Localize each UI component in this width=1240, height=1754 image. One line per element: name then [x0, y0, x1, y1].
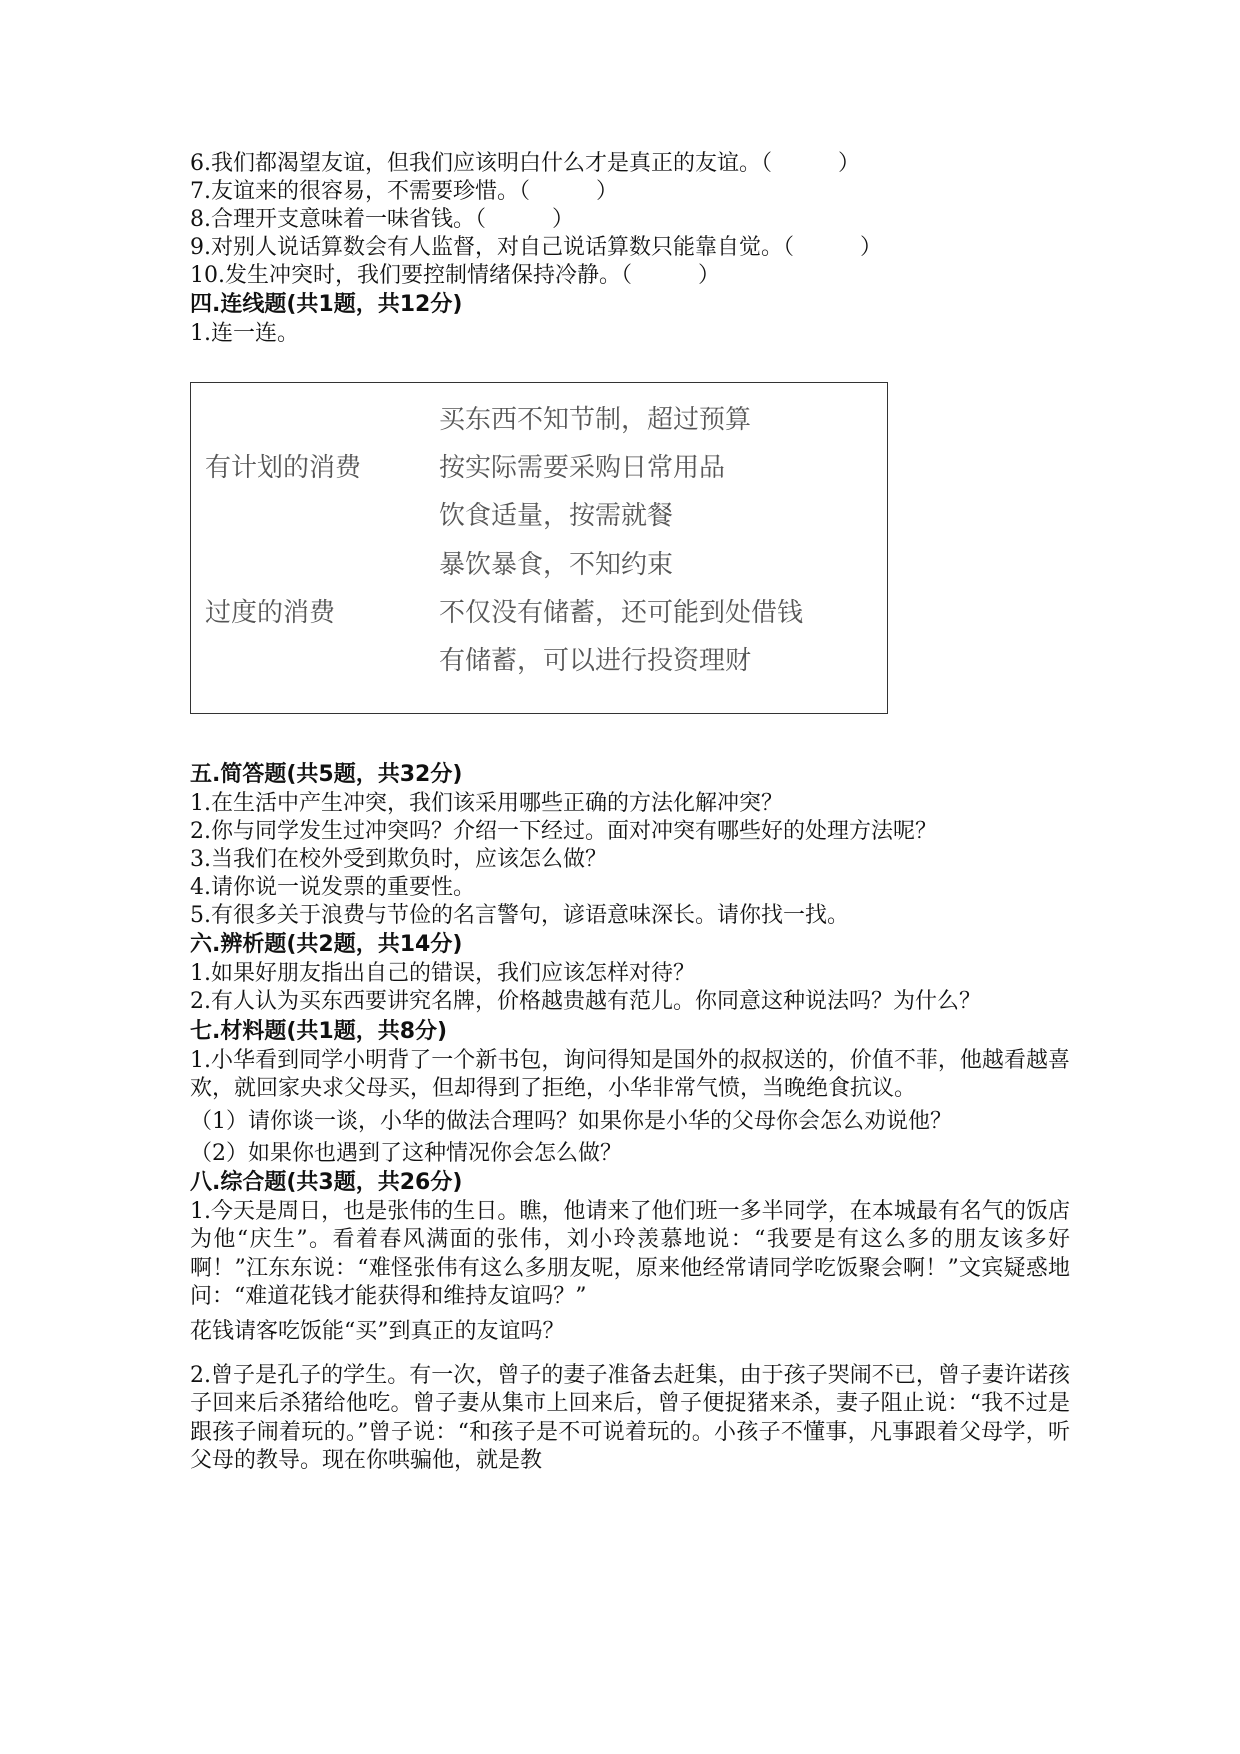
- judgement-list: [190, 150, 1070, 290]
- section-5-question-4: 4.请你说一说发票的重要性。: [190, 875, 475, 900]
- section-5-question-1: 1.在生活中产生冲突，我们该采用哪些正确的方法化解冲突？: [190, 791, 783, 816]
- matching-left-excessive: 过度的消费: [205, 598, 336, 628]
- section-8-title: 八.综合题(共3题，共26分): [190, 1169, 463, 1195]
- judgement-item-6: 6.我们都渴望友谊，但我们应该明白什么才是真正的友谊。（ ）: [190, 151, 860, 176]
- section-4-title: 四.连线题(共1题，共12分): [190, 292, 463, 317]
- section-7-subquestion-1: （1）请你谈一谈，小华的做法合理吗？如果你是小华的父母你会怎么劝说他？: [190, 1108, 952, 1134]
- judgement-item-10: 10.发生冲突时，我们要控制情绪保持冷静。（ ）: [190, 263, 720, 288]
- section-5-question-5: 5.有很多关于浪费与节俭的名言警句，谚语意味深长。请你找一找。: [190, 903, 849, 928]
- matching-right-3: 饮食适量，按需就餐: [439, 501, 674, 531]
- section-6-question-2: 2.有人认为买东西要讲究名牌，价格越贵越有范儿。你同意这种说法吗？为什么？: [190, 989, 981, 1014]
- section-8-question-2: 2.曾子是孔子的学生。有一次，曾子的妻子准备去赶集，由于孩子哭闹不已，曾子妻许诺孩子回来后杀猪给他吃。曾子妻从集市上回来后，曾子便捉猪来杀，妻子阻止说：“我不过是跟孩子闹着玩的。”曾子说：“和孩子是不可说着玩的。小孩子不懂事，凡事跟着父母学，听父母的教导。现在你哄骗他，就是教: [190, 1362, 1070, 1473]
- matching-right-6: 有储蓄，可以进行投资理财: [439, 646, 752, 676]
- section-6-question-1: 1.如果好朋友指出自己的错误，我们应该怎样对待？: [190, 961, 695, 986]
- judgement-item-8: 8.合理开支意味着一味省钱。（ ）: [190, 207, 574, 232]
- section-7-material: 1.小华看到同学小明背了一个新书包，询问得知是国外的叔叔送的，价值不菲，他越看越喜欢，就回家央求父母买，但却得到了拒绝，小华非常气愤，当晚绝食抗议。: [190, 1047, 1070, 1101]
- section-5-question-2: 2.你与同学发生过冲突吗？介绍一下经过。面对冲突有哪些好的处理方法呢？: [190, 819, 937, 844]
- exam-page: [190, 150, 1070, 1476]
- matching-left-planned: 有计划的消费: [205, 453, 362, 483]
- judgement-item-7: 7.友谊来的很容易，不需要珍惜。（ ）: [190, 179, 618, 204]
- matching-right-5: 不仅没有储蓄，还可能到处借钱: [439, 598, 804, 628]
- section-5-question-3: 3.当我们在校外受到欺负时，应该怎么做？: [190, 847, 607, 872]
- section-6-title: 六.辨析题(共2题，共14分): [190, 932, 463, 957]
- matching-right-2: 按实际需要采购日常用品: [439, 453, 726, 483]
- section-8-question-1-ask: 花钱请客吃饭能“买”到真正的友谊吗？: [190, 1318, 565, 1344]
- section-8-question-1: 1.今天是周日，也是张伟的生日。瞧，他请来了他们班一多半同学，在本城最有名气的饭店为他“庆生”。看着春风满面的张伟，刘小玲羡慕地说：“我要是有这么多的朋友该多好啊！”江东东说：“难怪张伟有这么多朋友呢，原来他经常请同学吃饭聚会啊！”文宾疑惑地问：“难道花钱才能获得和维持友谊吗？”: [190, 1198, 1070, 1309]
- section-7-title: 七.材料题(共1题，共8分): [190, 1018, 448, 1044]
- matching-box: [190, 382, 888, 714]
- matching-right-1: 买东西不知节制，超过预算: [439, 405, 752, 435]
- section-4-question-1: 1.连一连。: [190, 321, 299, 346]
- section-7-subquestion-2: （2）如果你也遇到了这种情况你会怎么做？: [190, 1140, 622, 1166]
- matching-right-4: 暴饮暴食，不知约束: [439, 550, 674, 580]
- section-5-title: 五.简答题(共5题，共32分): [190, 762, 463, 787]
- judgement-item-9: 9.对别人说话算数会有人监督，对自己说话算数只能靠自觉。（ ）: [190, 235, 882, 260]
